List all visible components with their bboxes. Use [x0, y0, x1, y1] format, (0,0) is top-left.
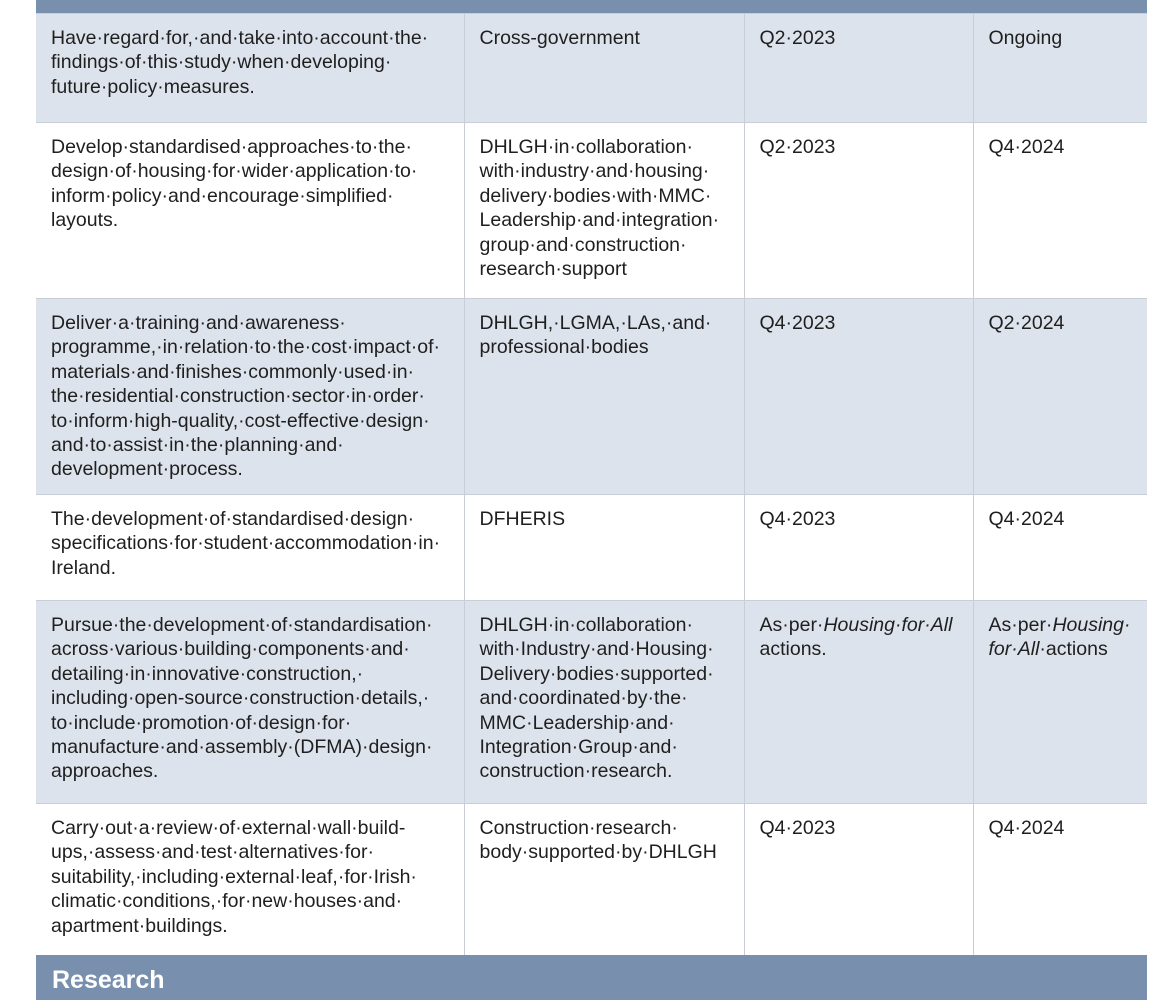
start-cell: Q2·2023	[744, 123, 973, 299]
action-cell: Deliver·a·training·and·awareness· programme,·in·relation·to·the·cost·impact·of· materials·and·finishes·commonly·used·in· the·residential·construction·sector·in·order· to·inform·high-quality,·cost-effective·design· and·to·assist·in·the·planning·and· development·process.	[36, 299, 464, 495]
end-cell: Ongoing	[973, 14, 1147, 123]
table-row	[36, 14, 1147, 123]
start-plan-name: Housing·for·All	[823, 614, 953, 636]
start-prefix: As·per·	[759, 614, 824, 636]
lead-cell: DHLGH·in·collaboration· with·industry·and·housing· delivery·bodies·with·MMC· Leadership·and·integration· group·and·construction· research·support	[464, 123, 744, 299]
action-cell: Have·regard·for,·and·take·into·account·the· findings·of·this·study·when·developing· future·policy·measures.	[36, 14, 464, 123]
lead-cell: Construction·research· body·supported·by·DHLGH	[464, 804, 744, 955]
section-header-research	[36, 955, 1147, 1000]
start-cell: Q4·2023	[744, 495, 973, 601]
action-cell: The·development·of·standardised·design· specifications·for·student·accommodation·in· Ireland.	[36, 495, 464, 601]
action-cell: Pursue·the·development·of·standardisation· across·various·building·components·and· detailing·in·innovative·construction,· including·open-source·construction·details,· to·include·promotion·of·design·for· manufacture·and·assembly·(DFMA)·design· approaches.	[36, 601, 464, 804]
end-cell: Q4·2024	[973, 123, 1147, 299]
end-cell: Q4·2024	[973, 804, 1147, 955]
end-cell	[973, 601, 1147, 804]
action-table-page	[36, 0, 1147, 1000]
actions-table	[36, 13, 1147, 955]
start-suffix: actions.	[759, 638, 827, 661]
action-cell: Develop·standardised·approaches·to·the· design·of·housing·for·wider·application·to· inform·policy·and·encourage·simplified· layouts.	[36, 123, 464, 299]
action-cell: Carry·out·a·review·of·external·wall·build- ups,·assess·and·test·alternatives·for· suitability,·including·external·leaf,·for·Irish· climatic·conditions,·for·new·houses·and· apartment·buildings.	[36, 804, 464, 955]
lead-cell: Cross-government	[464, 14, 744, 123]
start-cell	[744, 601, 973, 804]
start-cell: Q2·2023	[744, 14, 973, 123]
table-row	[36, 299, 1147, 495]
table-row	[36, 495, 1147, 601]
end-plan-name: Housing· for·All	[988, 614, 1131, 661]
lead-cell: DHLGH·in·collaboration· with·Industry·and·Housing· Delivery·bodies·supported· and·coordinated·by·the· MMC·Leadership·and· Integration·Group·and· construction·research.	[464, 601, 744, 804]
end-prefix: As·per·	[988, 614, 1053, 636]
table-row	[36, 601, 1147, 804]
end-cell: Q4·2024	[973, 495, 1147, 601]
table-row	[36, 123, 1147, 299]
start-cell: Q4·2023	[744, 804, 973, 955]
start-cell: Q4·2023	[744, 299, 973, 495]
end-cell: Q2·2024	[973, 299, 1147, 495]
lead-cell: DFHERIS	[464, 495, 744, 601]
table-top-band	[36, 0, 1147, 13]
section-title: Research	[52, 965, 165, 994]
end-suffix: ·actions	[1039, 638, 1108, 661]
lead-cell: DHLGH,·LGMA,·LAs,·and· professional·bodies	[464, 299, 744, 495]
table-row	[36, 804, 1147, 955]
